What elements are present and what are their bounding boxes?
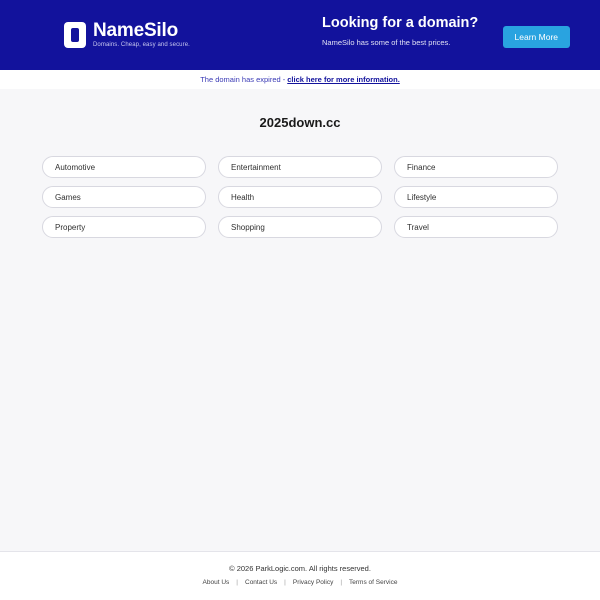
logo-text-block <box>93 21 190 50</box>
more-information-link[interactable]: click here for more information. <box>287 75 400 84</box>
logo-tagline: Domains. Cheap, easy and secure. <box>93 41 190 48</box>
footer-link-privacy-policy[interactable]: Privacy Policy <box>292 579 334 586</box>
namesilo-logo-icon <box>64 22 86 48</box>
category-item-finance[interactable]: Finance <box>394 156 558 178</box>
category-item-property[interactable]: Property <box>42 216 206 238</box>
expiry-notice-bar <box>0 70 600 89</box>
main-content <box>0 89 600 551</box>
category-item-travel[interactable]: Travel <box>394 216 558 238</box>
footer-link-about-us[interactable]: About Us <box>202 579 230 586</box>
category-item-lifestyle[interactable]: Lifestyle <box>394 186 558 208</box>
promo-block <box>322 14 502 48</box>
category-item-games[interactable]: Games <box>42 186 206 208</box>
logo-name: NameSilo <box>93 19 178 41</box>
category-grid <box>42 156 558 238</box>
namesilo-logo[interactable] <box>64 21 190 50</box>
category-item-entertainment[interactable]: Entertainment <box>218 156 382 178</box>
footer-link-terms-of-service[interactable]: Terms of Service <box>349 579 398 586</box>
category-item-shopping[interactable]: Shopping <box>218 216 382 238</box>
page-title: 2025down.cc <box>259 115 341 130</box>
site-header <box>0 0 600 70</box>
site-footer <box>0 551 600 600</box>
expiry-notice-text: The domain has expired - <box>200 75 286 84</box>
footer-separator: | <box>284 579 286 586</box>
promo-title: Looking for a domain? <box>322 15 479 31</box>
footer-separator: | <box>340 579 343 586</box>
footer-separator: | <box>236 579 238 586</box>
category-item-health[interactable]: Health <box>218 186 382 208</box>
promo-subtitle: NameSilo has some of the best prices. <box>322 38 451 47</box>
copyright-text: © 2026 ParkLogic.com. All rights reserved. <box>229 564 371 573</box>
learn-more-button[interactable]: Learn More <box>503 26 570 48</box>
footer-links <box>0 579 600 586</box>
category-item-automotive[interactable]: Automotive <box>42 156 206 178</box>
footer-link-contact-us[interactable]: Contact Us <box>245 579 278 586</box>
